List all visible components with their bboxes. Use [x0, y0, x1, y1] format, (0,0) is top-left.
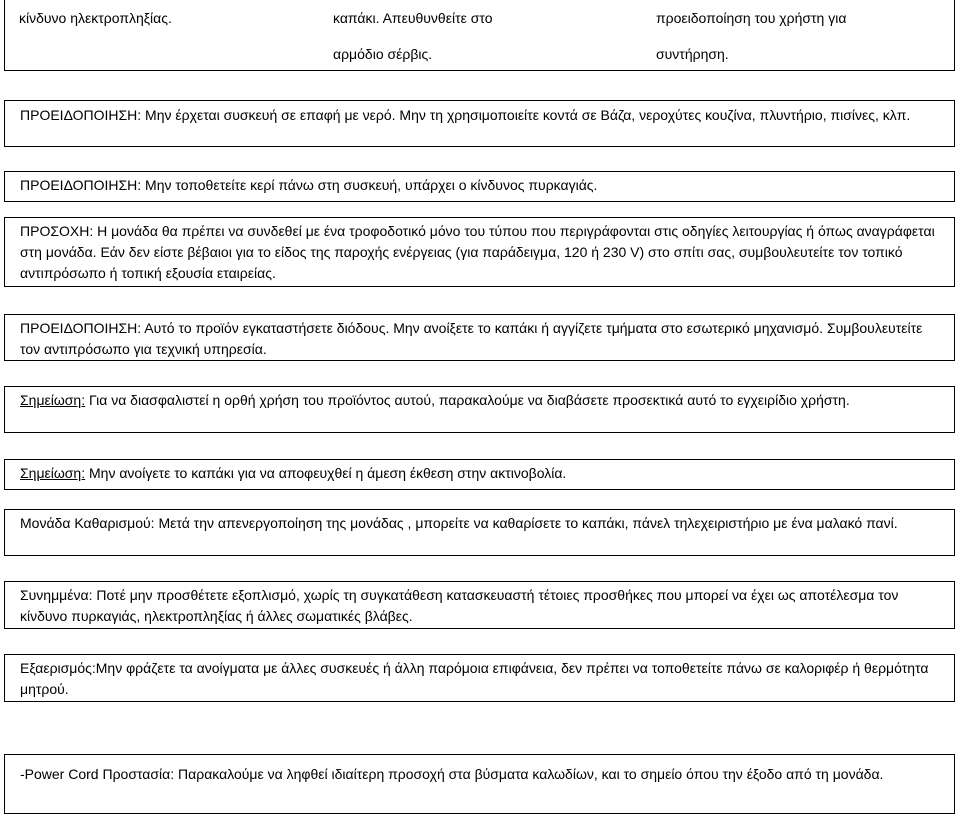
top-cell-2-line-1: καπάκι. Απευθυνθείτε στο [333, 10, 493, 26]
cleaning-box [4, 509, 955, 556]
top-table-row [4, 0, 955, 71]
warning-water-text: ΠΡΟΕΙΔΟΠΟΙΗΣΗ: Μην έρχεται συσκευή σε επαφή με νερό. Μην τη χρησιμοποιείτε κοντά σε Βάζα, νεροχύτες κουζίνα, πλυντήριο, πισίνες, κλπ. [20, 107, 911, 123]
note-label: Σημείωση: [20, 465, 86, 481]
note-manual-box [4, 386, 955, 433]
attachments-box [4, 581, 955, 629]
warning-diode-text: ΠΡΟΕΙΔΟΠΟΙΗΣΗ: Αυτό το προϊόν εγκαταστήσετε διόδους. Μην ανοίξετε το καπάκι ή αγγίζετε τμήματα στο εσωτερικό μηχανισμό. Συμβουλευτείτε τον αντιπρόσωπο για τεχνική υπηρεσία. [20, 320, 923, 357]
caution-power-box [4, 217, 955, 287]
ventilation-text: Εξαερισμός:Μην φράζετε τα ανοίγματα με άλλες συσκευές ή άλλη παρόμοια επιφάνεια, δεν πρέπει να τοποθετείτε πάνω σε καλοριφέρ ή θερμότητα μητρού. [20, 660, 929, 697]
ventilation-box [4, 654, 955, 702]
top-cell-1: κίνδυνο ηλεκτροπληξίας. [19, 10, 172, 26]
note-radiation-body: Μην ανοίγετε το καπάκι για να αποφευχθεί η άμεση έκθεση στην ακτινοβολία. [85, 465, 567, 481]
top-cell-2-line-2: αρμόδιο σέρβις. [333, 46, 433, 62]
note-radiation-text [20, 463, 939, 484]
warning-diode-box [4, 314, 955, 361]
warning-candle-box [4, 171, 955, 202]
note-label: Σημείωση: [20, 392, 86, 408]
power-cord-box [4, 754, 955, 814]
warning-candle-text: ΠΡΟΕΙΔΟΠΟΙΗΣΗ: Μην τοποθετείτε κερί πάνω στη συσκευή, υπάρχει ο κίνδυνος πυρκαγιάς. [20, 177, 598, 193]
cleaning-text: Μονάδα Καθαρισμού: Μετά την απενεργοποίηση της μονάδας , μπορείτε να καθαρίσετε το καπάκι, πάνελ τηλεχειριστήριο με ένα μαλακό πανί. [20, 515, 898, 531]
power-cord-text: -Power Cord Προστασία: Παρακαλούμε να ληφθεί ιδιαίτερη προσοχή στα βύσματα καλωδίων, και το σημείο όπου την έξοδο από τη μονάδα. [20, 766, 884, 782]
top-cell-3-line-2: συντήρηση. [656, 46, 729, 62]
note-radiation-box [4, 459, 955, 490]
warning-water-box [4, 100, 955, 147]
top-cell-3-line-1: προειδοποίηση του χρήστη για [656, 10, 847, 26]
attachments-text: Συνημμένα: Ποτέ μην προσθέτετε εξοπλισμό, χωρίς τη συγκατάθεση κατασκευαστή τέτοιες προσθήκες που μπορεί να έχει ως αποτέλεσμα τον κίνδυνο πυρκαγιάς, ηλεκτροπληξίας ή άλλες σωματικές βλάβες. [20, 587, 899, 624]
note-manual-text [20, 390, 939, 411]
note-manual-body: Για να διασφαλιστεί η ορθή χρήση του προϊόντος αυτού, παρακαλούμε να διαβάσετε προσεκτικά αυτό το εγχειρίδιο χρήστη. [85, 392, 850, 408]
caution-power-text: ΠΡΟΣΟΧΗ: Η μονάδα θα πρέπει να συνδεθεί με ένα τροφοδοτικό μόνο του τύπου που περιγράφονται στις οδηγίες λειτουργίας ή όπως αναγράφεται στη μονάδα. Εάν δεν είστε βέβαιοι για το είδος της παροχής ενέργειας (για παράδειγμα, 120 ή 230 V) στο σπίτι σας, συμβουλευτείτε τον τοπικό αντιπρόσωπο ή τοπική εξουσία εταιρείας. [20, 223, 935, 281]
